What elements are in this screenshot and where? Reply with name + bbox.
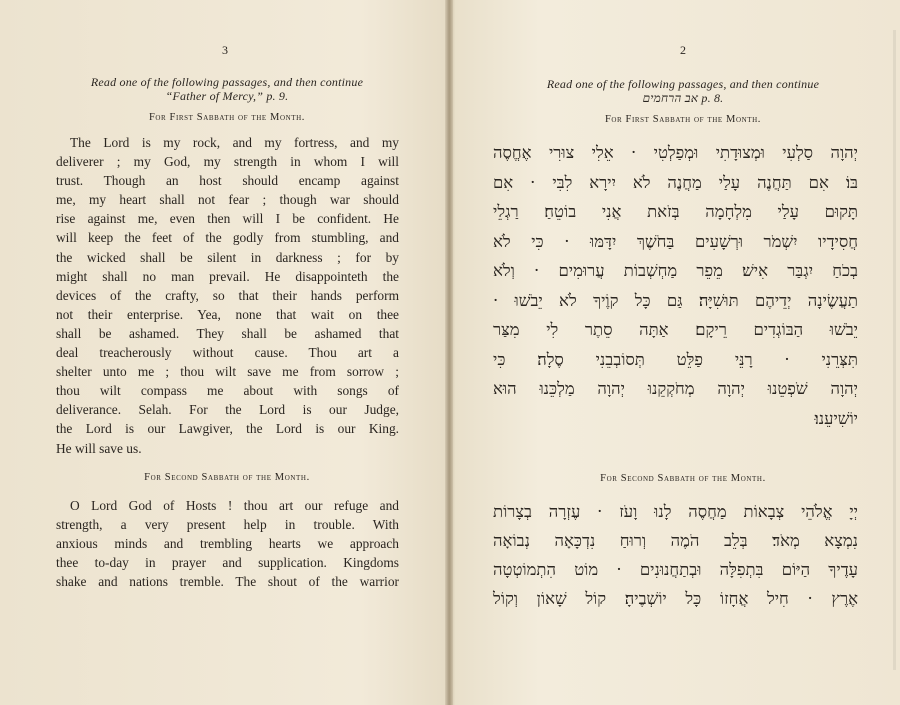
book-gutter [445, 0, 453, 705]
hebrew-passage-second [493, 497, 858, 613]
text-line: deal treacherously without cause. Thou art a [56, 345, 399, 361]
text-line: thou wilt compass me about with songs of [56, 383, 399, 399]
text-line: shall be ashamed. They shall be ashamed that [56, 325, 399, 341]
text-line: shelter unto me ; thou wilt save me from sorrow ; [56, 364, 399, 380]
right-page [453, 0, 900, 705]
instruction-line: Read one of the following passages, and then continue [90, 75, 364, 89]
text-line: might shall no man prevail. He disappointeth the [56, 268, 399, 284]
text-line: shake and nations tremble. The shout of the warrior [56, 574, 399, 590]
text-line: the Lord is our Lawgiver, the Lord is our King. [56, 421, 399, 437]
left-page [0, 0, 445, 705]
text-line: deliverer ; my God, my strength in whom I will [56, 154, 399, 170]
hebrew-line: חֲסִידָיו יִשְׁמֹר וּרְשָׁעִים בַּחֹשֶׁךְ יִדָּמּוּ · כִּי לֹא [493, 231, 858, 251]
text-line: thee to-day in prayer and supplication. Kingdoms [56, 555, 399, 571]
text-line: devices of the crafty, so that their hands perform [56, 287, 399, 303]
page-edge-shadow [893, 30, 896, 670]
text-line: anxious minds and trembling hearts we approach [56, 536, 399, 552]
instruction-line: Read one of the following passages, and then continue [546, 77, 820, 91]
hebrew-line: תַעֲשֶׂינָה יְדֵיהֶם תּוּשִׁיָּה׃ גַּם כָּל קוֶֹיךָ לֹא יֵבֹשׁוּ · [493, 290, 858, 310]
text-line: The Lord is my rock, and my fortress, and my [70, 135, 399, 150]
hebrew-line: יְיָ אֱלֹהֵי צְבָאוֹת מַחֲסֶה לָנוּ וָעֹז · עֶזְרָה בְצָרוֹת [493, 502, 858, 521]
english-passage-first [56, 133, 399, 458]
instruction-line: “Father of Mercy,” p. 9. [165, 89, 289, 103]
text-line: me, my heart shall not fear ; though war should [56, 192, 399, 208]
text-line: will keep the feet of the godly from stumbling, and [56, 230, 399, 246]
section-heading-first-sabbath: For First Sabbath of the Month. [604, 114, 762, 125]
section-heading-second-sabbath: For Second Sabbath of the Month. [600, 473, 766, 484]
english-passage-second [56, 496, 399, 591]
hebrew-line: עָדֶיךָ הַיּוֹם בִּתְפִלָּה וּבְתַחֲנוּנִים · מוֹט הִתְמוֹטְטָה [493, 560, 858, 579]
hebrew-line: יֵבֹשׁוּ הַבּוֹגְדִים רֵיקָם׃ אַתָּה סֵתֶר לִי מִצַּר [493, 320, 858, 339]
hebrew-line: יְהוָה שֹׁפְטֵנוּ יְהוָה מְחֹקְקֵנוּ יְהוָה מַלְכֵּנוּ הוּא [493, 379, 858, 398]
text-line: not their enterprise. Yea, none that wait on thee [56, 306, 399, 322]
hebrew-line: בּוֹ׃ אִם תַּחֲנֶה עָלַי מַחֲנֶה לֹא יִירָא לִבִּי · אִם [493, 172, 858, 192]
page-number: 3 [222, 43, 228, 57]
hebrew-passage-first [493, 138, 858, 433]
section-heading-second-sabbath: For Second Sabbath of the Month. [144, 472, 310, 483]
text-line: the wicked shall be silent in darkness ; for by [56, 249, 399, 265]
hebrew-line: יוֹשִׁיעֵנוּ׃ [814, 408, 858, 428]
text-line: strength, a very present help in trouble. With [56, 517, 399, 533]
instruction-text [52, 75, 402, 103]
instruction-line: אב הרחמים p. 8. [642, 91, 724, 105]
hebrew-line: תִּצְּרֵנִי · רָנֵּי פַלֵּט תְּסוֹבְבֵנִי סֶלָה׃ כִּי [493, 349, 858, 369]
text-line: trust. Though an host should encamp against [56, 173, 399, 189]
hebrew-line: אֶרֶץ · חִיל אֲחָזוֹ כָּל יוֹשְׁבֶיהָ׃ קוֹל שָׁאוֹן וְקוֹל [493, 589, 858, 608]
text-line: He will save us. [56, 440, 142, 456]
page-number: 2 [680, 43, 686, 57]
hebrew-line: נִמְצָא מְאֹד׃ בְּלֵב הֹמֶה וְרוּחַ נִדְכָּאָה נְבוֹאָה [493, 531, 858, 550]
hebrew-line: תָּקוּם עָלַי מִלְחָמָה בְּזֹאת אֲנִי בוֹטֵחַ׃ רַגְלֵי [493, 202, 858, 221]
instruction-text [508, 77, 858, 105]
hebrew-line: יְהוָה סַלְעִי וּמְצוּדָתִי וּמְפַלְטִי · אֵלִי צוּרִי אֶחֱסֶה [493, 143, 858, 162]
text-line: rise against me, even then will I be confident. He [56, 211, 399, 227]
hebrew-line: בְכֹחַ יִגְבַּר אִישׁ׃ מֵפֵר מַחְשְׁבוֹת עֲרוּמִים · וְלֹא [493, 261, 858, 280]
text-line: O Lord God of Hosts ! thou art our refuge and [70, 498, 399, 513]
section-heading-first-sabbath: For First Sabbath of the Month. [148, 112, 306, 123]
text-line: deliverance. Selah. For the Lord is our Judge, [56, 402, 399, 418]
